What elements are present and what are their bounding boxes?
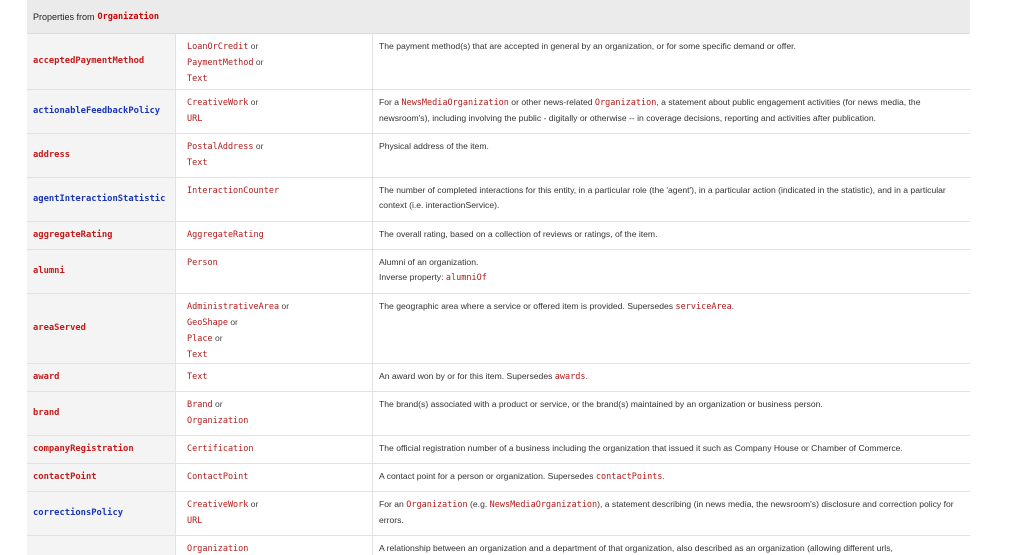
- or-text: or: [214, 332, 223, 343]
- description-text: [379, 471, 665, 481]
- description-cell: [373, 177, 971, 221]
- inverse-property-link[interactable]: alumniOf: [445, 272, 487, 283]
- description-text: [379, 371, 588, 381]
- description-link[interactable]: Organization: [406, 499, 468, 510]
- description-cell: [373, 391, 971, 435]
- description-fragment: .: [585, 370, 588, 381]
- type-link[interactable]: Text: [187, 74, 208, 84]
- or-text: or: [250, 41, 259, 51]
- property-cell: [27, 221, 176, 249]
- description-text: [379, 543, 893, 553]
- section-header-label: Properties from: [33, 11, 95, 22]
- description-link[interactable]: contactPoints: [595, 471, 663, 482]
- expected-type-cell: [176, 221, 373, 249]
- description-fragment: (e.g.: [467, 498, 490, 509]
- type-line: [187, 95, 372, 111]
- type-line: [187, 347, 372, 363]
- type-line: [187, 255, 372, 271]
- property-name-link[interactable]: address: [33, 150, 71, 160]
- type-line: [187, 155, 372, 171]
- description-text: [379, 41, 796, 51]
- type-link[interactable]: Place: [187, 333, 213, 344]
- type-link[interactable]: Person: [187, 257, 218, 268]
- section-header: [27, 0, 970, 34]
- type-link[interactable]: Organization: [187, 543, 249, 554]
- type-line: [187, 541, 372, 555]
- type-line: [187, 139, 372, 155]
- type-link[interactable]: Certification: [187, 443, 254, 454]
- type-link[interactable]: GeoShape: [187, 317, 228, 328]
- table-row: [27, 363, 970, 391]
- table-row: [27, 391, 970, 435]
- property-name-link[interactable]: alumni: [33, 266, 65, 276]
- type-line: [187, 469, 372, 485]
- expected-type-cell: [176, 463, 373, 491]
- type-link[interactable]: ContactPoint: [187, 471, 249, 482]
- description-text: [379, 185, 946, 210]
- type-line: [187, 369, 372, 385]
- property-cell: [27, 491, 176, 535]
- expected-type-cell: [176, 133, 373, 177]
- expected-type-cell: [176, 34, 373, 89]
- table-row: [27, 34, 970, 89]
- type-link[interactable]: CreativeWork: [187, 499, 249, 510]
- type-line: [187, 39, 372, 55]
- type-link[interactable]: Text: [187, 371, 208, 382]
- expected-type-cell: [176, 535, 373, 555]
- description-text: [379, 257, 478, 267]
- type-line: [187, 183, 372, 199]
- type-link[interactable]: LoanOrCredit: [187, 42, 249, 52]
- or-text: or: [214, 398, 223, 409]
- properties-table: [27, 34, 970, 555]
- description-cell: [373, 133, 971, 177]
- property-name-link[interactable]: agentInteractionStatistic: [33, 194, 166, 204]
- description-fragment: A contact point for a person or organization. Supersedes: [379, 470, 596, 481]
- type-line: [187, 397, 372, 413]
- description-cell: [373, 89, 971, 133]
- table-row: [27, 491, 970, 535]
- property-cell: [27, 391, 176, 435]
- expected-type-cell: [176, 491, 373, 535]
- table-row: [27, 221, 970, 249]
- description-text: [379, 301, 734, 311]
- type-link[interactable]: Organization: [187, 415, 249, 426]
- description-fragment: , a statement about public engagement activities (for news media, the newsroom's), including involving the public - digitally or otherwise -- in coverage decisions, reporting and activities after publication.: [379, 96, 921, 123]
- description-fragment: The payment method(s) that are accepted in general by an organization, or for some specific demand or offer.: [379, 41, 796, 51]
- expected-type-cell: [176, 391, 373, 435]
- expected-type-cell: [176, 435, 373, 463]
- description-link[interactable]: NewsMediaOrganization: [489, 499, 598, 510]
- or-text: or: [281, 300, 290, 311]
- description-fragment: For an: [379, 498, 407, 509]
- description-text: [379, 499, 954, 525]
- property-cell: [27, 249, 176, 293]
- property-name-link[interactable]: companyRegistration: [33, 444, 134, 454]
- expected-type-cell: [176, 89, 373, 133]
- property-name-link[interactable]: brand: [33, 408, 60, 418]
- property-cell: [27, 363, 176, 391]
- expected-type-cell: [176, 293, 373, 363]
- table-row: [27, 249, 970, 293]
- description-fragment: .: [662, 470, 665, 481]
- or-text: or: [255, 140, 264, 151]
- type-line: [187, 111, 372, 127]
- property-cell: [27, 535, 176, 555]
- type-line: [187, 315, 372, 331]
- table-row: [27, 133, 970, 177]
- description-text: [379, 141, 489, 151]
- type-link[interactable]: Brand: [187, 399, 213, 410]
- description-text: [379, 399, 823, 409]
- expected-type-cell: [176, 177, 373, 221]
- property-name-link[interactable]: actionableFeedbackPolicy: [33, 106, 161, 116]
- property-cell: [27, 293, 176, 363]
- expected-type-cell: [176, 363, 373, 391]
- description-fragment: Physical address of the item.: [379, 140, 489, 151]
- property-name-link[interactable]: aggregateRating: [33, 230, 113, 240]
- description-fragment: Alumni of an organization.: [379, 256, 479, 267]
- type-link[interactable]: CreativeWork: [187, 97, 249, 108]
- type-link[interactable]: PaymentMethod: [187, 58, 254, 68]
- property-name-link[interactable]: areaServed: [33, 323, 86, 333]
- description-cell: [373, 435, 971, 463]
- type-link[interactable]: PostalAddress: [187, 141, 254, 152]
- inverse-property-label: Inverse property:: [379, 271, 446, 282]
- expected-type-cell: [176, 249, 373, 293]
- description-cell: [373, 491, 971, 535]
- table-row: [27, 293, 970, 363]
- table-row: [27, 89, 970, 133]
- description-cell: [373, 34, 971, 89]
- property-cell: [27, 463, 176, 491]
- property-name-link[interactable]: acceptedPaymentMethod: [33, 56, 145, 67]
- type-line: [187, 71, 372, 87]
- or-text: or: [250, 498, 259, 509]
- description-link[interactable]: awards: [554, 371, 586, 382]
- description-fragment: The overall rating, based on a collection of reviews or ratings, of the item.: [379, 228, 658, 239]
- property-name-link[interactable]: correctionsPolicy: [33, 508, 124, 518]
- table-row: [27, 463, 970, 491]
- type-link[interactable]: Text: [187, 349, 208, 360]
- type-line: [187, 513, 372, 529]
- description-link[interactable]: serviceArea: [675, 301, 732, 312]
- table-row: [27, 535, 970, 555]
- type-link[interactable]: AggregateRating: [187, 229, 264, 240]
- type-line: [187, 441, 372, 457]
- description-fragment: The brand(s) associated with a product or service, or the brand(s) maintained by an organization or business person.: [379, 398, 823, 409]
- property-cell: [27, 89, 176, 133]
- type-line: [187, 497, 372, 513]
- description-cell: [373, 221, 971, 249]
- table-row: [27, 177, 970, 221]
- type-line: [187, 331, 372, 347]
- description-link[interactable]: NewsMediaOrganization: [401, 97, 509, 108]
- property-cell: [27, 435, 176, 463]
- type-link[interactable]: AdministrativeArea: [187, 301, 280, 312]
- type-link[interactable]: URL: [187, 113, 203, 124]
- property-cell: [27, 177, 176, 221]
- description-text: [379, 97, 921, 123]
- type-line: [187, 299, 372, 315]
- description-fragment: For a: [379, 96, 402, 107]
- description-text: [379, 229, 657, 239]
- description-fragment: The number of completed interactions for this entity, in a particular role (the 'agent'), in a particular action (indicated in the statistic), and in a particular context (i.e. interactionService).: [379, 184, 946, 210]
- type-link[interactable]: InteractionCounter: [187, 185, 280, 196]
- description-fragment: The geographic area where a service or offered item is provided. Supersedes: [379, 300, 676, 311]
- description-fragment: ), a statement describing (in news media, the newsroom's) disclosure and correction policy for errors.: [379, 498, 954, 525]
- description-cell: [373, 463, 971, 491]
- description-cell: [373, 535, 971, 555]
- description-fragment: .: [731, 300, 735, 311]
- description-fragment: An award won by or for this item. Supersedes: [379, 370, 555, 381]
- description-link[interactable]: Organization: [594, 97, 657, 108]
- description-fragment: The official registration number of a business including the organization that issued it such as Company House or Chamber of Commerce.: [379, 442, 903, 453]
- property-name-link[interactable]: contactPoint: [33, 472, 97, 482]
- type-line: [187, 55, 372, 71]
- property-cell: [27, 133, 176, 177]
- property-cell: [27, 34, 176, 89]
- or-text: or: [230, 316, 238, 327]
- description-fragment: A relationship between an organization and a department of that organization, also described as an organization (allowing different urls,: [379, 542, 893, 553]
- type-line: [187, 413, 372, 429]
- type-line: [187, 227, 372, 243]
- or-text: or: [255, 57, 264, 67]
- description-cell: [373, 249, 971, 293]
- inverse-property: [379, 270, 958, 286]
- table-row: [27, 435, 970, 463]
- properties-table-container: [27, 0, 970, 555]
- or-text: or: [250, 96, 259, 107]
- section-header-class-link[interactable]: Organization: [97, 11, 159, 22]
- description-text: [379, 443, 903, 453]
- type-link[interactable]: URL: [187, 515, 203, 526]
- type-link[interactable]: Text: [187, 157, 208, 168]
- description-cell: [373, 363, 971, 391]
- property-name-link[interactable]: award: [33, 372, 60, 382]
- description-cell: [373, 293, 971, 363]
- description-fragment: or other news-related: [508, 96, 595, 107]
